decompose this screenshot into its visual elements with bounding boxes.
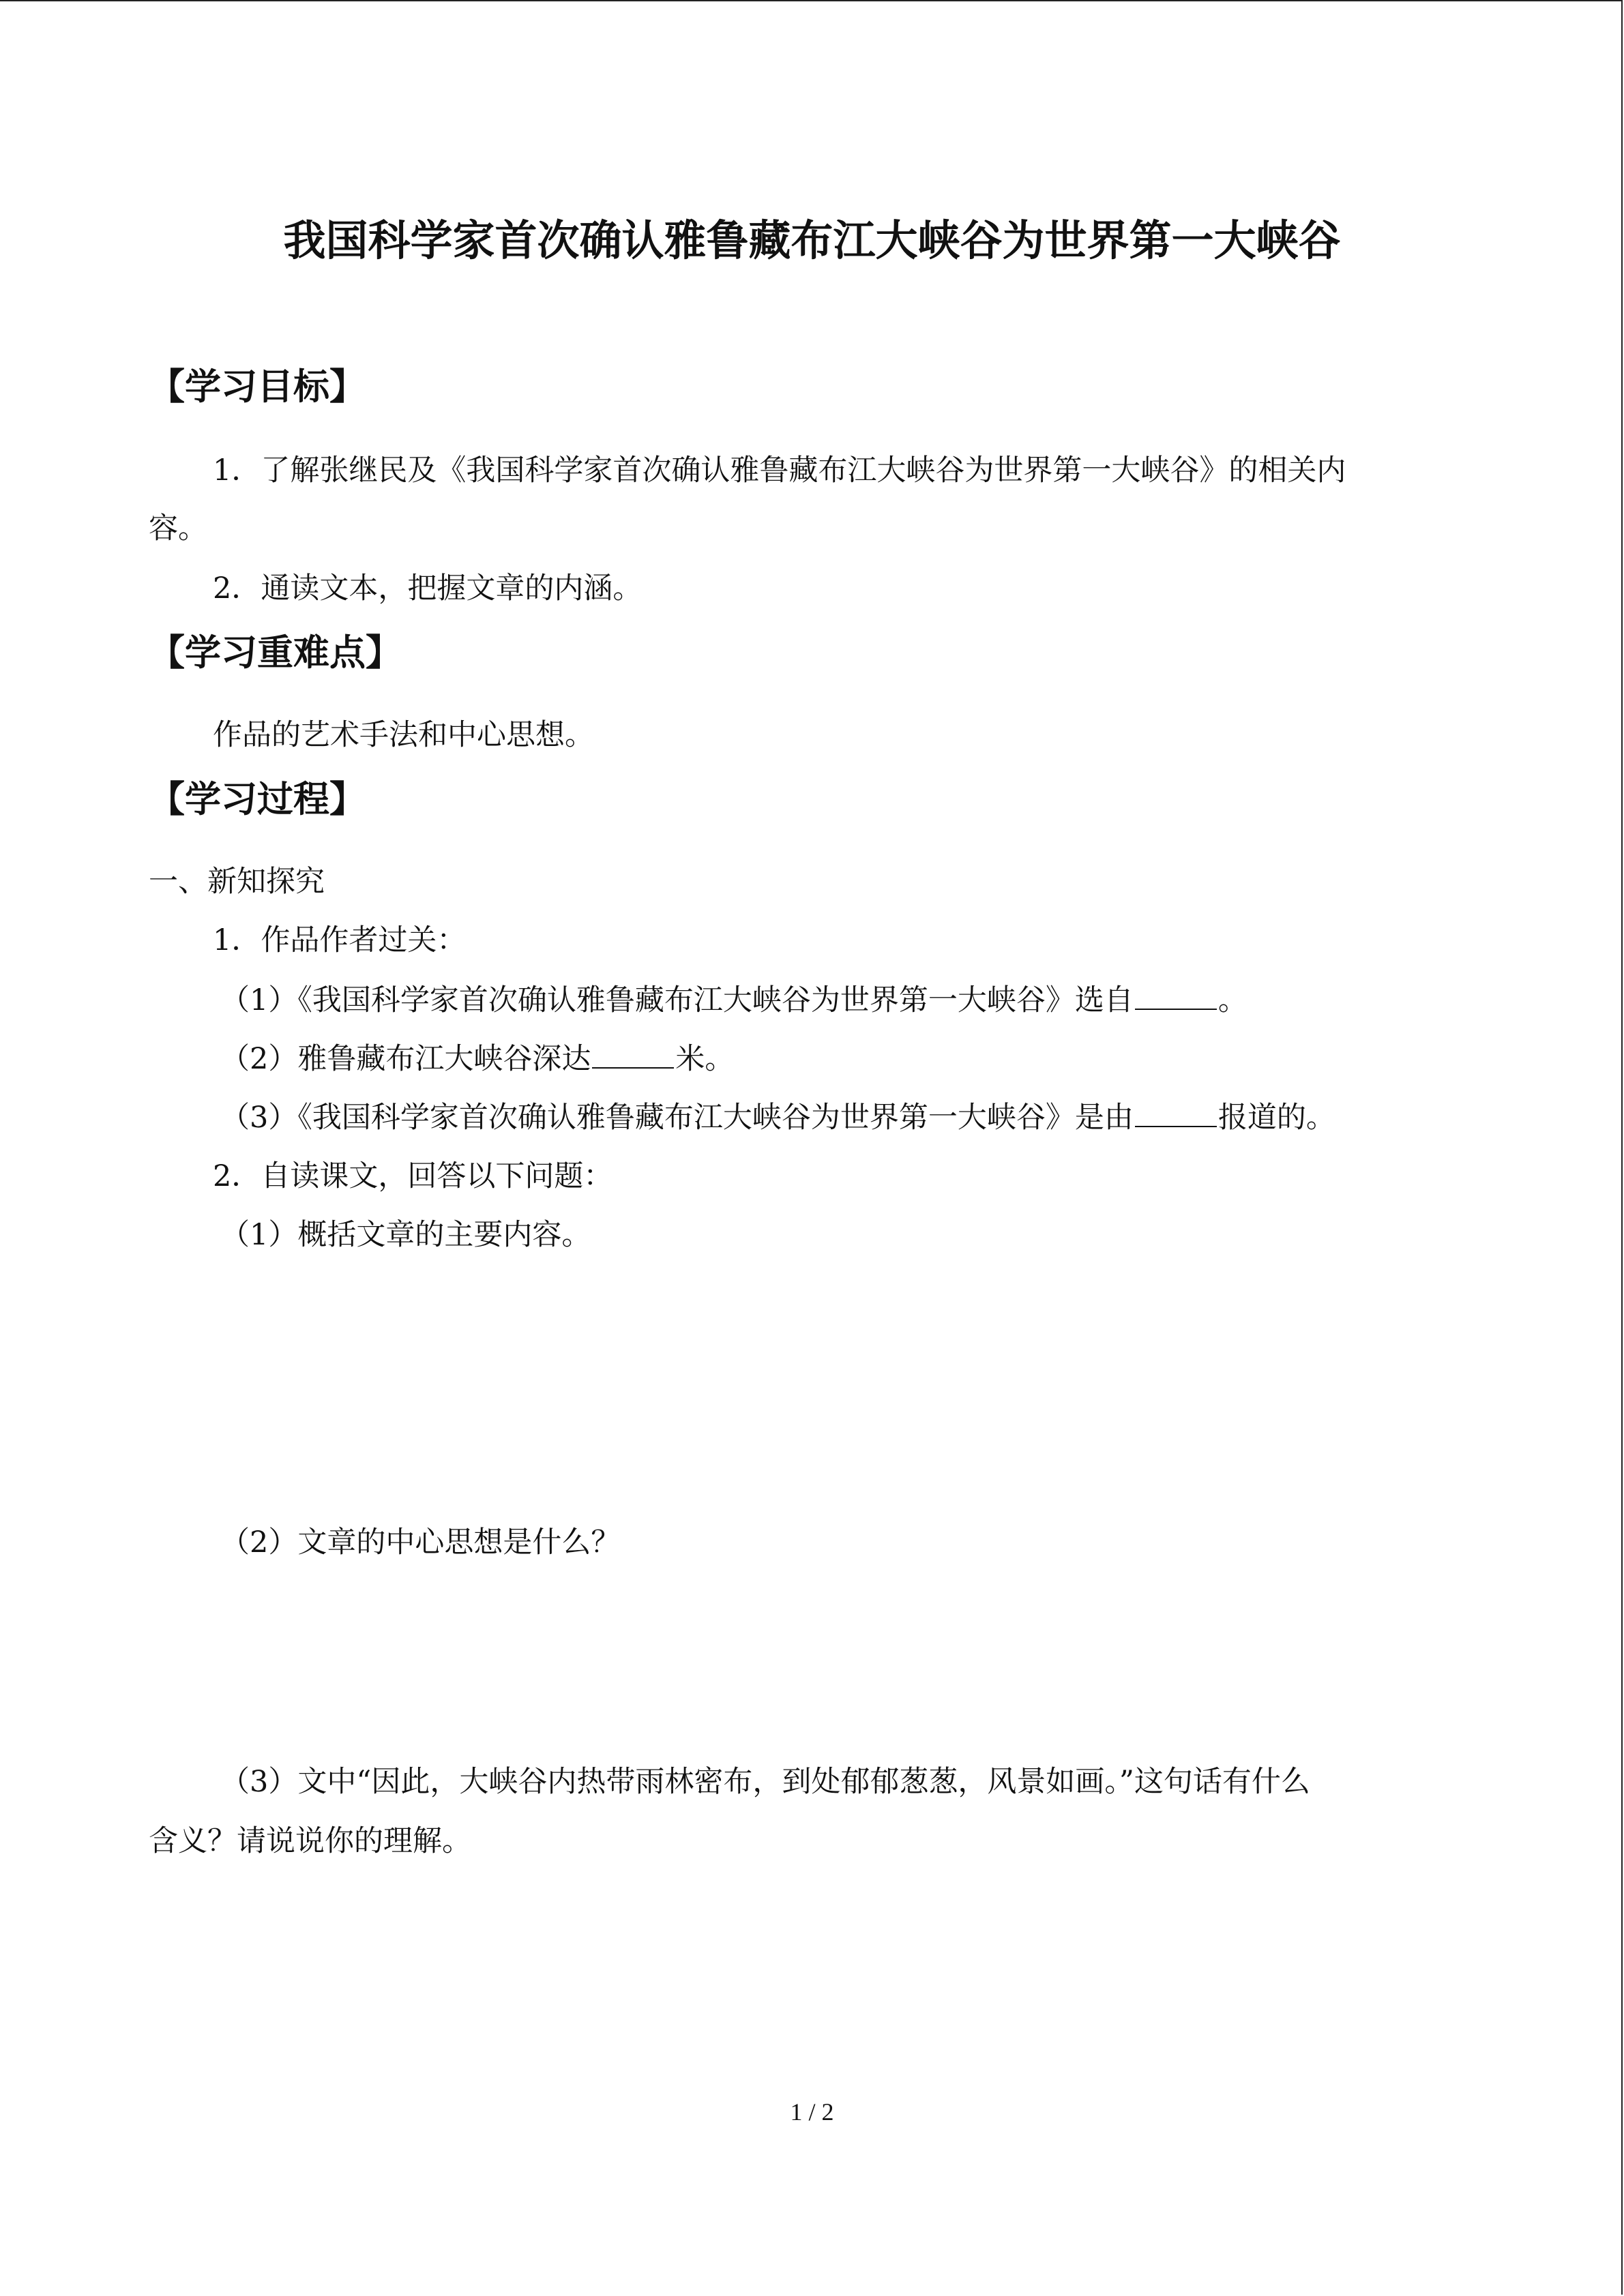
objective-item-1-line-2: 容。 [149,511,207,546]
question-2-3-line-1: （3）文中“因此，大峡谷内热带雨林密布，到处郁郁葱葱，风景如画。”这句话有什么 [220,1765,1310,1799]
question-1: 1．作品作者过关： [213,923,467,957]
difficulties-heading: 【学习重难点】 [149,632,402,674]
difficulties-text: 作品的艺术手法和中心思想。 [213,718,594,752]
question-1-3 [220,1097,1335,1138]
objectives-heading: 【学习目标】 [149,366,366,408]
question-1-2-end: 米。 [675,1042,735,1076]
question-1-2-text: （2）雅鲁藏布江大峡谷深达 [220,1042,591,1076]
part-1-label: 一、新知探究 [149,865,325,899]
answer-blank-reporter[interactable] [1135,1099,1217,1127]
question-2-3-line-2: 含义？请说说你的理解。 [149,1824,471,1858]
answer-blank-source[interactable] [1135,981,1217,1010]
question-1-3-text: （3）《我国科学家首次确认雅鲁藏布江大峡谷为世界第一大峡谷》是由 [220,1101,1134,1135]
page-number: 1 / 2 [790,2098,834,2126]
question-2-1: （1）概括文章的主要内容。 [220,1218,591,1252]
question-1-2 [220,1039,734,1079]
question-2: 2．自读课文，回答以下问题： [213,1159,613,1193]
question-1-3-end: 报道的。 [1217,1101,1335,1135]
question-2-2: （2）文章的中心思想是什么？ [220,1525,621,1560]
process-heading: 【学习过程】 [149,779,366,820]
question-1-1-end: 。 [1217,983,1247,1017]
question-1-1-text: （1）《我国科学家首次确认雅鲁藏布江大峡谷为世界第一大峡谷》选自 [220,983,1134,1017]
objective-item-2: 2．通读文本，把握文章的内涵。 [213,571,643,606]
document-title: 我国科学家首次确认雅鲁藏布江大峡谷为世界第一大峡谷 [283,215,1341,265]
objective-item-1-line-1: 1．了解张继民及《我国科学家首次确认雅鲁藏布江大峡谷为世界第一大峡谷》的相关内 [213,453,1346,488]
answer-blank-depth[interactable] [592,1040,674,1069]
question-1-1 [220,980,1247,1021]
